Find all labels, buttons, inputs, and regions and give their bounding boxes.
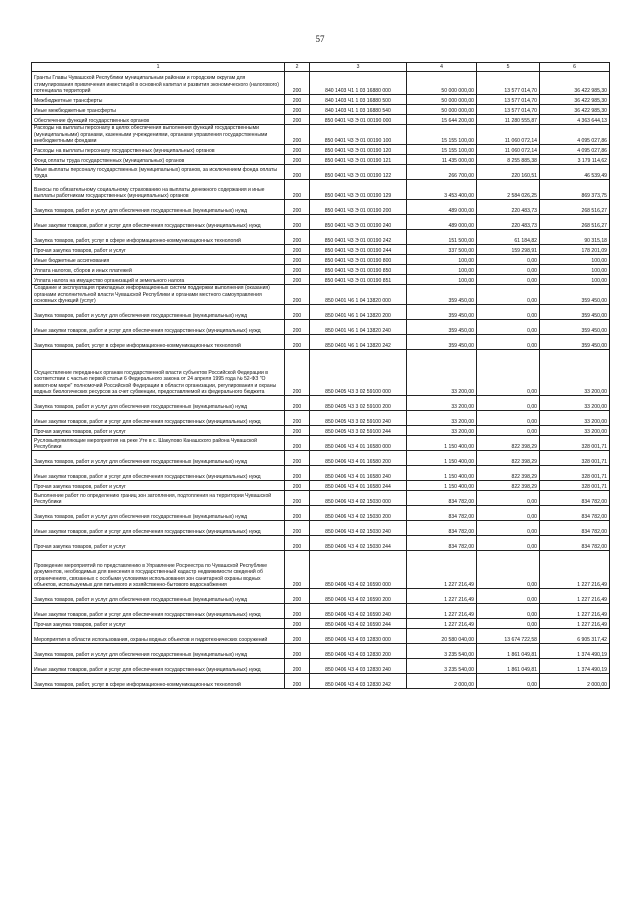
cell-code: 850 0406 Ч3 4 02 15030 244 — [310, 536, 407, 551]
cell-approved: 1 227 216,49 — [407, 551, 477, 589]
cell-line: 200 — [285, 265, 310, 275]
cell-approved: 359 450,00 — [407, 320, 477, 335]
cell-remaining: 1 227 216,49 — [540, 604, 610, 619]
cell-name: Иные закупки товаров, работ и услуг для обеспечения государственных (муниципальных) нужд — [32, 466, 285, 481]
cell-remaining: 328 001,71 — [540, 481, 610, 491]
cell-line: 200 — [285, 644, 310, 659]
cell-executed: 0,00 — [477, 265, 540, 275]
table-row — [32, 245, 610, 255]
cell-line: 200 — [285, 285, 310, 305]
cell-remaining: 1 227 216,49 — [540, 551, 610, 589]
table-row — [32, 536, 610, 551]
cell-name: Закупка товаров, работ, услуг в сфере информационно-коммуникационных технологий — [32, 230, 285, 245]
table-row — [32, 95, 610, 105]
cell-remaining: 1 227 216,49 — [540, 619, 610, 629]
table-row — [32, 350, 610, 396]
cell-approved: 3 235 540,00 — [407, 644, 477, 659]
table-row — [32, 305, 610, 320]
cell-approved: 1 150 400,00 — [407, 436, 477, 451]
cell-approved: 834 782,00 — [407, 491, 477, 506]
cell-code: 850 0401 Ч3 Э 01 00190 850 — [310, 265, 407, 275]
table-row — [32, 145, 610, 155]
cell-approved: 1 150 400,00 — [407, 466, 477, 481]
cell-code: 850 0401 Ч3 Э 01 00190 242 — [310, 230, 407, 245]
table-row — [32, 320, 610, 335]
cell-code: 850 0401 Ч3 Э 01 00190 129 — [310, 180, 407, 200]
table-row — [32, 180, 610, 200]
cell-approved: 3 235 540,00 — [407, 659, 477, 674]
cell-code: 850 0406 Ч3 4 03 12830 242 — [310, 674, 407, 689]
table-header-row — [32, 63, 610, 72]
cell-line: 200 — [285, 105, 310, 115]
cell-line: 200 — [285, 125, 310, 145]
cell-remaining: 6 905 317,42 — [540, 629, 610, 644]
cell-approved: 100,00 — [407, 275, 477, 285]
cell-approved: 3 453 400,00 — [407, 180, 477, 200]
cell-executed: 0,00 — [477, 320, 540, 335]
cell-code: 850 0406 Ч3 4 03 12830 200 — [310, 644, 407, 659]
table-row — [32, 255, 610, 265]
cell-executed: 0,00 — [477, 350, 540, 396]
cell-name: Прочая закупка товаров, работ и услуг — [32, 481, 285, 491]
table-row — [32, 481, 610, 491]
cell-line: 200 — [285, 604, 310, 619]
cell-approved: 2 000,00 — [407, 674, 477, 689]
table-row — [32, 506, 610, 521]
cell-executed: 159 298,91 — [477, 245, 540, 255]
cell-code: 850 0401 Ч3 Э 01 00190 800 — [310, 255, 407, 265]
cell-approved: 834 782,00 — [407, 521, 477, 536]
cell-remaining: 2 000,00 — [540, 674, 610, 689]
cell-line: 200 — [285, 536, 310, 551]
cell-line: 200 — [285, 255, 310, 265]
cell-line: 200 — [285, 95, 310, 105]
cell-line: 200 — [285, 335, 310, 350]
table-row — [32, 285, 610, 305]
cell-line: 200 — [285, 674, 310, 689]
table-row — [32, 491, 610, 506]
cell-executed: 220 483,73 — [477, 200, 540, 215]
cell-name: Иные закупки товаров, работ и услуг для обеспечения государственных (муниципальных) нужд — [32, 215, 285, 230]
cell-name: Закупка товаров, работ, услуг в сфере информационно-коммуникационных технологий — [32, 335, 285, 350]
cell-executed: 0,00 — [477, 285, 540, 305]
cell-approved: 834 782,00 — [407, 536, 477, 551]
column-header: 6 — [540, 63, 610, 72]
cell-line: 200 — [285, 350, 310, 396]
cell-code: 850 0401 Ч3 Э 01 00190 000 — [310, 115, 407, 125]
column-header: 5 — [477, 63, 540, 72]
cell-approved: 15 155 100,00 — [407, 145, 477, 155]
cell-line: 200 — [285, 451, 310, 466]
cell-code: 850 0406 Ч3 4 01 16580 244 — [310, 481, 407, 491]
cell-remaining: 268 516,27 — [540, 200, 610, 215]
cell-approved: 33 200,00 — [407, 426, 477, 436]
cell-code: 850 0401 Ч3 Э 01 00190 100 — [310, 125, 407, 145]
table-row — [32, 604, 610, 619]
cell-remaining: 4 363 644,13 — [540, 115, 610, 125]
table-row — [32, 659, 610, 674]
cell-executed: 0,00 — [477, 335, 540, 350]
table-row — [32, 230, 610, 245]
page-number: 57 — [315, 34, 325, 44]
cell-executed: 13 577 014,70 — [477, 105, 540, 115]
cell-remaining: 359 450,00 — [540, 320, 610, 335]
cell-approved: 50 000 000,00 — [407, 72, 477, 95]
cell-code: 850 0401 Ч3 Э 01 00190 240 — [310, 215, 407, 230]
cell-remaining: 4 095 027,86 — [540, 125, 610, 145]
cell-approved: 266 700,00 — [407, 165, 477, 180]
cell-line: 200 — [285, 215, 310, 230]
table-row — [32, 411, 610, 426]
cell-executed: 220 483,73 — [477, 215, 540, 230]
cell-code: 850 0406 Ч3 4 01 16580 200 — [310, 451, 407, 466]
table-row — [32, 396, 610, 411]
table-row — [32, 335, 610, 350]
cell-name: Закупка товаров, работ и услуг для обеспечения государственных (муниципальных) нужд — [32, 396, 285, 411]
cell-remaining: 100,00 — [540, 255, 610, 265]
cell-line: 200 — [285, 619, 310, 629]
cell-code: 850 0405 Ч3 3 02 59100 000 — [310, 350, 407, 396]
table-row — [32, 644, 610, 659]
cell-approved: 337 500,00 — [407, 245, 477, 255]
table-row — [32, 115, 610, 125]
cell-code: 850 0401 Ч3 Э 01 00190 121 — [310, 155, 407, 165]
cell-remaining: 46 539,49 — [540, 165, 610, 180]
cell-code: 850 0405 Ч3 3 02 59100 240 — [310, 411, 407, 426]
cell-code: 840 1403 Ч1 1 03 16880 500 — [310, 95, 407, 105]
cell-name: Взносы по обязательному социальному страхованию на выплаты денежного содержания и иные выплаты работникам государственных (муниципальных) органов — [32, 180, 285, 200]
cell-executed: 822 398,29 — [477, 481, 540, 491]
cell-executed: 13 577 014,70 — [477, 95, 540, 105]
cell-name: Закупка товаров, работ и услуг для обеспечения государственных (муниципальных) нужд — [32, 589, 285, 604]
cell-executed: 0,00 — [477, 491, 540, 506]
table-row — [32, 155, 610, 165]
cell-executed: 220 160,51 — [477, 165, 540, 180]
cell-executed: 8 255 885,38 — [477, 155, 540, 165]
cell-code: 840 1403 Ч1 1 03 16880 540 — [310, 105, 407, 115]
cell-executed: 11 280 555,87 — [477, 115, 540, 125]
cell-remaining: 1 374 490,19 — [540, 659, 610, 674]
cell-code: 840 1403 Ч1 1 03 16880 000 — [310, 72, 407, 95]
cell-remaining: 1 227 216,49 — [540, 589, 610, 604]
cell-remaining: 178 201,09 — [540, 245, 610, 255]
cell-executed: 0,00 — [477, 305, 540, 320]
cell-executed: 0,00 — [477, 589, 540, 604]
cell-line: 200 — [285, 426, 310, 436]
cell-executed: 11 060 072,14 — [477, 145, 540, 155]
cell-line: 200 — [285, 436, 310, 451]
cell-code: 850 0406 Ч3 4 02 15030 200 — [310, 506, 407, 521]
cell-line: 200 — [285, 551, 310, 589]
cell-remaining: 359 450,00 — [540, 335, 610, 350]
cell-executed: 61 184,82 — [477, 230, 540, 245]
cell-name: Межбюджетные трансферты — [32, 95, 285, 105]
cell-line: 200 — [285, 200, 310, 215]
cell-code: 850 0401 Ч3 Э 01 00190 200 — [310, 200, 407, 215]
cell-line: 200 — [285, 521, 310, 536]
cell-code: 850 0406 Ч3 4 02 16590 244 — [310, 619, 407, 629]
cell-remaining: 328 001,71 — [540, 451, 610, 466]
table-row — [32, 72, 610, 95]
cell-code: 850 0401 Ч6 1 04 13820 200 — [310, 305, 407, 320]
cell-approved: 100,00 — [407, 255, 477, 265]
cell-remaining: 869 373,75 — [540, 180, 610, 200]
cell-executed: 0,00 — [477, 275, 540, 285]
column-header: 1 — [32, 63, 285, 72]
cell-executed: 0,00 — [477, 536, 540, 551]
cell-approved: 359 450,00 — [407, 305, 477, 320]
cell-name: Уплата налога на имущество организаций и земельного налога — [32, 275, 285, 285]
table-row — [32, 215, 610, 230]
cell-name: Выполнение работ по определению границ зон затопления, подтопления на территории Чувашской Республики — [32, 491, 285, 506]
cell-remaining: 834 782,00 — [540, 491, 610, 506]
cell-remaining: 834 782,00 — [540, 536, 610, 551]
cell-approved: 1 227 216,49 — [407, 589, 477, 604]
cell-line: 200 — [285, 491, 310, 506]
cell-name: Закупка товаров, работ и услуг для обеспечения государственных (муниципальных) нужд — [32, 506, 285, 521]
cell-line: 200 — [285, 72, 310, 95]
cell-executed: 822 398,29 — [477, 451, 540, 466]
cell-line: 200 — [285, 155, 310, 165]
cell-name: Закупка товаров, работ и услуг для обеспечения государственных (муниципальных) нужд — [32, 200, 285, 215]
cell-approved: 15 155 100,00 — [407, 125, 477, 145]
table-row — [32, 165, 610, 180]
cell-line: 200 — [285, 180, 310, 200]
column-header: 3 — [310, 63, 407, 72]
cell-executed: 822 398,29 — [477, 466, 540, 481]
cell-code: 850 0406 Ч3 4 02 15030 000 — [310, 491, 407, 506]
table-row — [32, 200, 610, 215]
cell-name: Уплата налогов, сборов и иных платежей — [32, 265, 285, 275]
cell-line: 200 — [285, 589, 310, 604]
cell-executed: 0,00 — [477, 255, 540, 265]
cell-remaining: 328 001,71 — [540, 466, 610, 481]
cell-code: 850 0406 Ч3 4 03 12830 240 — [310, 659, 407, 674]
cell-name: Иные закупки товаров, работ и услуг для обеспечения государственных (муниципальных) нужд — [32, 659, 285, 674]
cell-code: 850 0406 Ч3 4 01 16580 000 — [310, 436, 407, 451]
cell-line: 200 — [285, 506, 310, 521]
cell-remaining: 36 422 985,30 — [540, 95, 610, 105]
cell-executed: 2 584 026,25 — [477, 180, 540, 200]
cell-executed: 13 577 014,70 — [477, 72, 540, 95]
cell-line: 200 — [285, 659, 310, 674]
cell-code: 850 0406 Ч3 4 03 12830 000 — [310, 629, 407, 644]
table-row — [32, 125, 610, 145]
cell-name: Прочая закупка товаров, работ и услуг — [32, 245, 285, 255]
table-row — [32, 451, 610, 466]
table-row — [32, 466, 610, 481]
cell-code: 850 0401 Ч6 1 04 13820 240 — [310, 320, 407, 335]
table-row — [32, 426, 610, 436]
cell-code: 850 0406 Ч3 4 02 16590 000 — [310, 551, 407, 589]
cell-name: Прочая закупка товаров, работ и услуг — [32, 426, 285, 436]
cell-remaining: 33 200,00 — [540, 426, 610, 436]
table-row — [32, 265, 610, 275]
cell-line: 200 — [285, 230, 310, 245]
table-row — [32, 589, 610, 604]
cell-remaining: 359 450,00 — [540, 285, 610, 305]
cell-code: 850 0401 Ч3 Э 01 00190 120 — [310, 145, 407, 155]
cell-name: Закупка товаров, работ и услуг для обеспечения государственных (муниципальных) нужд — [32, 451, 285, 466]
cell-remaining: 33 200,00 — [540, 350, 610, 396]
cell-remaining: 4 095 027,86 — [540, 145, 610, 155]
cell-name: Фонд оплаты труда государственных (муниципальных) органов — [32, 155, 285, 165]
cell-name: Иные межбюджетные трансферты — [32, 105, 285, 115]
cell-approved: 11 435 000,00 — [407, 155, 477, 165]
cell-code: 850 0405 Ч3 3 02 59100 200 — [310, 396, 407, 411]
cell-line: 200 — [285, 305, 310, 320]
cell-approved: 20 580 040,00 — [407, 629, 477, 644]
cell-code: 850 0401 Ч6 1 04 13820 242 — [310, 335, 407, 350]
cell-remaining: 834 782,00 — [540, 506, 610, 521]
cell-executed: 0,00 — [477, 521, 540, 536]
cell-remaining: 100,00 — [540, 275, 610, 285]
cell-executed: 1 861 049,81 — [477, 644, 540, 659]
cell-line: 200 — [285, 320, 310, 335]
cell-name: Прочая закупка товаров, работ и услуг — [32, 619, 285, 629]
cell-name: Иные закупки товаров, работ и услуг для обеспечения государственных (муниципальных) нужд — [32, 521, 285, 536]
column-header: 4 — [407, 63, 477, 72]
cell-remaining: 36 422 985,30 — [540, 72, 610, 95]
cell-remaining: 268 516,27 — [540, 215, 610, 230]
cell-name: Создание и эксплуатация прикладных информационных систем поддержки выполнения (оказания) органами исполнительной власти Чувашской Республики и органами местного самоуправления основных функций (услуг) — [32, 285, 285, 305]
table-row — [32, 521, 610, 536]
cell-line: 200 — [285, 629, 310, 644]
cell-approved: 359 450,00 — [407, 335, 477, 350]
cell-code: 850 0406 Ч3 4 02 16590 240 — [310, 604, 407, 619]
cell-name: Закупка товаров, работ и услуг для обеспечения государственных (муниципальных) нужд — [32, 644, 285, 659]
cell-code: 850 0406 Ч3 4 02 15030 240 — [310, 521, 407, 536]
cell-name: Прочая закупка товаров, работ и услуг — [32, 536, 285, 551]
cell-executed: 0,00 — [477, 551, 540, 589]
cell-code: 850 0406 Ч3 4 01 16580 240 — [310, 466, 407, 481]
cell-executed: 0,00 — [477, 604, 540, 619]
table-row — [32, 619, 610, 629]
table-row — [32, 436, 610, 451]
cell-approved: 33 200,00 — [407, 411, 477, 426]
table-row — [32, 674, 610, 689]
cell-remaining: 90 315,18 — [540, 230, 610, 245]
cell-executed: 0,00 — [477, 674, 540, 689]
cell-line: 200 — [285, 466, 310, 481]
cell-name: Закупка товаров, работ, услуг в сфере информационно-коммуникационных технологий — [32, 674, 285, 689]
cell-line: 200 — [285, 145, 310, 155]
table-row — [32, 629, 610, 644]
cell-code: 850 0406 Ч3 4 02 16590 200 — [310, 589, 407, 604]
cell-remaining: 359 450,00 — [540, 305, 610, 320]
cell-approved: 33 200,00 — [407, 396, 477, 411]
cell-approved: 1 150 400,00 — [407, 481, 477, 491]
cell-approved: 1 227 216,49 — [407, 619, 477, 629]
cell-executed: 0,00 — [477, 619, 540, 629]
cell-approved: 151 500,00 — [407, 230, 477, 245]
budget-table — [31, 62, 610, 689]
column-header: 2 — [285, 63, 310, 72]
cell-executed: 13 674 722,58 — [477, 629, 540, 644]
cell-executed: 11 060 072,14 — [477, 125, 540, 145]
cell-executed: 0,00 — [477, 506, 540, 521]
cell-executed: 1 861 049,81 — [477, 659, 540, 674]
cell-line: 200 — [285, 115, 310, 125]
table-row — [32, 105, 610, 115]
cell-name: Расходы на выплаты персоналу государственных (муниципальных) органов — [32, 145, 285, 155]
cell-approved: 1 227 216,49 — [407, 604, 477, 619]
cell-executed: 822 398,29 — [477, 436, 540, 451]
cell-approved: 50 000 000,00 — [407, 105, 477, 115]
cell-name: Осуществление переданных органам государственной власти субъектов Российской Федерации в соответствии с частью первой статьи 6 Федерального закона от 24 апреля 1995 года № 52-ФЗ "О животном мире" полномочий Российской Федерации в области организации, регулирования и охраны водных биологических ресурсов за счет субвенции, предоставляемой из федерального бюджета — [32, 350, 285, 396]
cell-approved: 15 644 200,00 — [407, 115, 477, 125]
cell-code: 850 0401 Ч3 Э 01 00190 122 — [310, 165, 407, 180]
cell-line: 200 — [285, 411, 310, 426]
cell-remaining: 100,00 — [540, 265, 610, 275]
cell-executed: 0,00 — [477, 426, 540, 436]
table-row — [32, 551, 610, 589]
cell-name: Иные закупки товаров, работ и услуг для обеспечения государственных (муниципальных) нужд — [32, 604, 285, 619]
cell-code: 850 0405 Ч3 3 02 59100 244 — [310, 426, 407, 436]
cell-remaining: 1 374 490,19 — [540, 644, 610, 659]
cell-name: Гранты Главы Чувашской Республики муниципальным районам и городским округам для стимулирования привлечения инвестиций в основной капитал и развития экономического (налогового) потенциала территорий — [32, 72, 285, 95]
cell-name: Расходы на выплаты персоналу в целях обеспечения выполнения функций государственными (муниципальными) органами, казенными учреждениями, органами управления государственными внебюджетными фондами — [32, 125, 285, 145]
cell-name: Мероприятия в области использования, охраны водных объектов и гидротехнических сооружений — [32, 629, 285, 644]
cell-executed: 0,00 — [477, 411, 540, 426]
cell-line: 200 — [285, 481, 310, 491]
cell-approved: 489 000,00 — [407, 200, 477, 215]
cell-approved: 1 150 400,00 — [407, 451, 477, 466]
cell-name: Иные закупки товаров, работ и услуг для обеспечения государственных (муниципальных) нужд — [32, 320, 285, 335]
cell-name: Иные выплаты персоналу государственных (муниципальных) органов, за исключением фонда оплаты труда — [32, 165, 285, 180]
cell-code: 850 0401 Ч3 Э 01 00190 244 — [310, 245, 407, 255]
cell-line: 200 — [285, 165, 310, 180]
cell-name: Закупка товаров, работ и услуг для обеспечения государственных (муниципальных) нужд — [32, 305, 285, 320]
cell-remaining: 36 422 985,30 — [540, 105, 610, 115]
cell-remaining: 834 782,00 — [540, 521, 610, 536]
cell-name: Иные бюджетные ассигнования — [32, 255, 285, 265]
cell-remaining: 33 200,00 — [540, 411, 610, 426]
cell-approved: 359 450,00 — [407, 285, 477, 305]
cell-name: Русловыпрямляющие мероприятия на реке Уте в с. Шакулово Канашского района Чувашской Республики — [32, 436, 285, 451]
cell-line: 200 — [285, 396, 310, 411]
cell-executed: 0,00 — [477, 396, 540, 411]
cell-line: 200 — [285, 245, 310, 255]
cell-remaining: 33 200,00 — [540, 396, 610, 411]
cell-approved: 834 782,00 — [407, 506, 477, 521]
cell-code: 850 0401 Ч3 Э 01 00190 851 — [310, 275, 407, 285]
cell-name: Обеспечение функций государственных органов — [32, 115, 285, 125]
cell-line: 200 — [285, 275, 310, 285]
cell-approved: 50 000 000,00 — [407, 95, 477, 105]
cell-approved: 100,00 — [407, 265, 477, 275]
cell-approved: 489 000,00 — [407, 215, 477, 230]
cell-code: 850 0401 Ч6 1 04 13820 000 — [310, 285, 407, 305]
cell-remaining: 3 179 114,62 — [540, 155, 610, 165]
cell-remaining: 328 001,71 — [540, 436, 610, 451]
cell-approved: 33 200,00 — [407, 350, 477, 396]
table-row — [32, 275, 610, 285]
cell-name: Проведение мероприятий по представлению в Управление Росреестра по Чувашской Республике документов, необходимых для внесения в государственный кадастр недвижимости сведений об ограничениях, связанных с особыми условиями использования зон санитарной охраны водных объектов, используемых для питьевого и хозяйственно-бытового водоснабжения — [32, 551, 285, 589]
cell-name: Иные закупки товаров, работ и услуг для обеспечения государственных (муниципальных) нужд — [32, 411, 285, 426]
